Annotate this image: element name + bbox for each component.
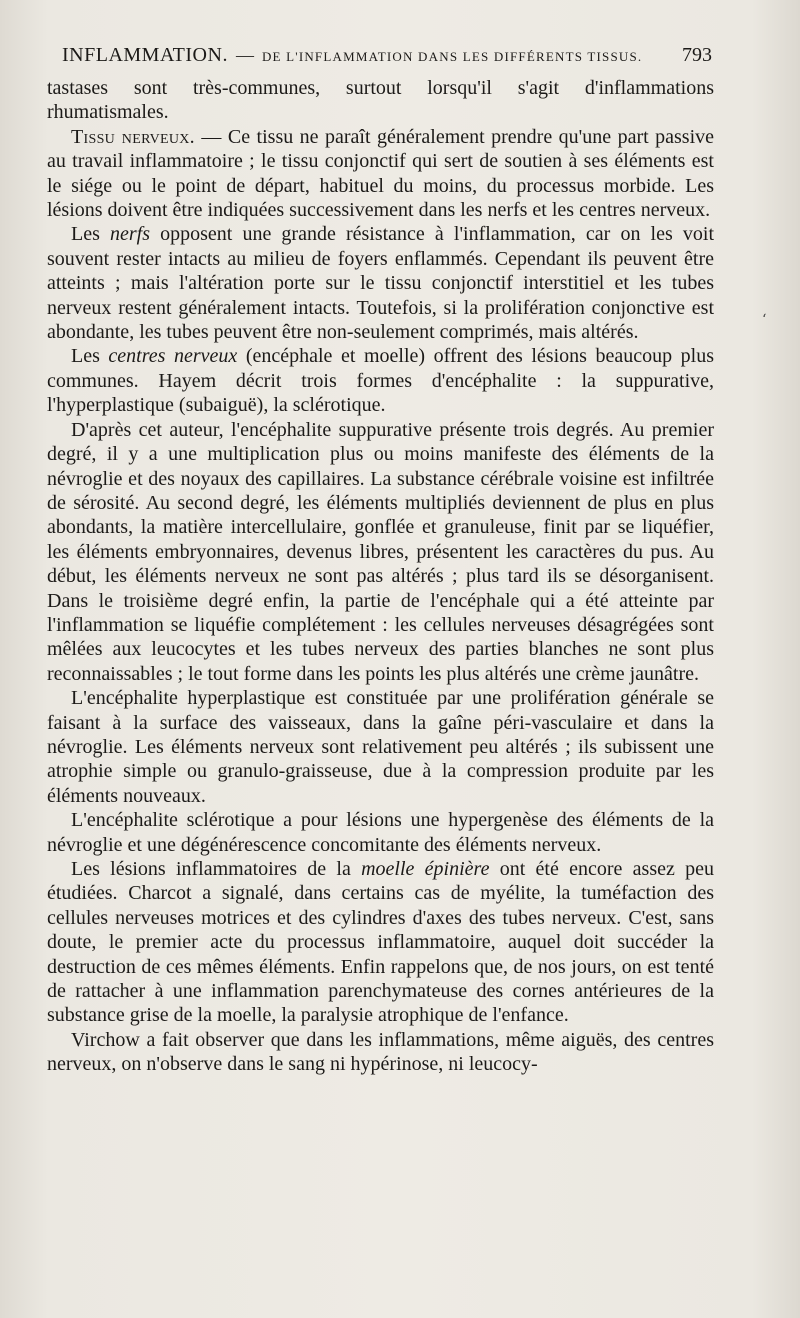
paragraph-tissu-nerveux: Tissu nerveux. — Ce tissu ne paraît généralement prendre qu'une part passive au travail inflammatoire ; le tissu conjonctif qui sert de soutien à ses éléments est le siége ou le point de départ, habituel du moins, du processus morbide. Les lésions doivent être indiquées successivement dans les nerfs et les centres nerveux.: [47, 125, 714, 222]
paragraph-encephalite-sclerotique: L'encéphalite sclérotique a pour lésions une hypergenèse des éléments de la névroglie et une dégénérescence concomitante des éléments nerveux.: [47, 809, 714, 856]
running-header: [62, 44, 712, 72]
stray-mark: ʻ: [762, 312, 767, 328]
running-subtitle: DE L'INFLAMMATION DANS LES DIFFÉRENTS TISSUS.: [261, 49, 643, 64]
paragraph-centres-nerveux: Les centres nerveux (encéphale et moelle) offrent des lésions beaucoup plus communes. Hayem décrit trois formes d'encéphalite : la suppurative, l'hyperplastique (subaiguë), la sclérotique.: [47, 345, 714, 417]
running-title: INFLAMMATION.: [62, 44, 228, 66]
paragraph-encephalite-suppurative: D'après cet auteur, l'encéphalite suppurative présente trois degrés. Au premier degré, il y a une multiplication plus ou moins manifeste des éléments de la névroglie et des noyaux des capillaires. La substance cérébrale voisine est infiltrée de sérosité. Au second degré, les éléments multipliés deviennent de plus en plus abondants, la matière intercellulaire, gonflée et granuleuse, finit par se liquéfier, les éléments embryonnaires, devenus libres, présentent les caractères du pus. Au début, les éléments nerveux ne sont pas altérés ; plus tard ils se désorganisent. Dans le troisième degré enfin, la partie de l'encéphale qui a été atteinte par l'inflammation se liquéfie complétement : les cellules nerveuses désagrégées sont mêlées aux leucocytes et les tubes nerveux des parties blanches ne sont plus reconnaissables ; le tout forme dans les points les plus altérés une crème jaunâtre.: [47, 418, 714, 685]
term-centres-nerveux: centres nerveux: [108, 345, 238, 368]
paragraph-encephalite-hyperplastique: L'encéphalite hyperplastique est constituée par une prolifération générale se faisant à la surface des vaisseaux, dans la gaîne péri-vasculaire et dans la névroglie. Les éléments nerveux sont relativement peu altérés ; ils subissent une atrophie simple ou granulo-graisseuse, due à la compression produite par les éléments nouveaux.: [47, 687, 714, 807]
paragraph-moelle-epiniere: Les lésions inflammatoires de la moelle épinière ont été encore assez peu étudiées. Charcot a signalé, dans certains cas de myélite, la tuméfaction des cellules nerveuses motrices et des cylindres d'axes des tubes nerveux. C'est, sans doute, le premier acte du processus inflammatoire, auquel doit succéder la destruction de ces mêmes éléments. Enfin rappelons que, de nos jours, on est tenté de rattacher à une inflammation parenchymateuse des cornes antérieures de la substance grise de la moelle, la paralysie atrophique de l'enfance.: [47, 858, 714, 1027]
term-moelle-epiniere: moelle épinière: [361, 858, 490, 880]
paragraph-virchow: Virchow a fait observer que dans les inflammations, même aiguës, des centres nerveux, on n'observe dans le sang ni hypérinose, ni leucocy-: [47, 1028, 714, 1076]
body-text: [47, 76, 714, 1077]
paragraph-continuation: tastases sont très-communes, surtout lorsqu'il s'agit d'inflammations rhumatismales.: [47, 77, 714, 124]
paragraph-nerfs: Les nerfs opposent une grande résistance à l'inflammation, car on les voit souvent rester intacts au milieu de foyers enflammés. Cependant ils peuvent être atteints ; mais l'altération porte sur le tissu conjonctif interstitiel et les tubes nerveux restent généralement intacts. Toutefois, si la prolifération conjonctive est abondante, les tubes peuvent être non-seulement comprimés, mais altérés.: [47, 223, 714, 344]
term-nerfs: nerfs: [110, 223, 150, 246]
page-number: 793: [682, 44, 712, 66]
section-lead-tissu-nerveux: Tissu nerveux.: [71, 125, 195, 148]
header-dash: —: [235, 45, 254, 65]
